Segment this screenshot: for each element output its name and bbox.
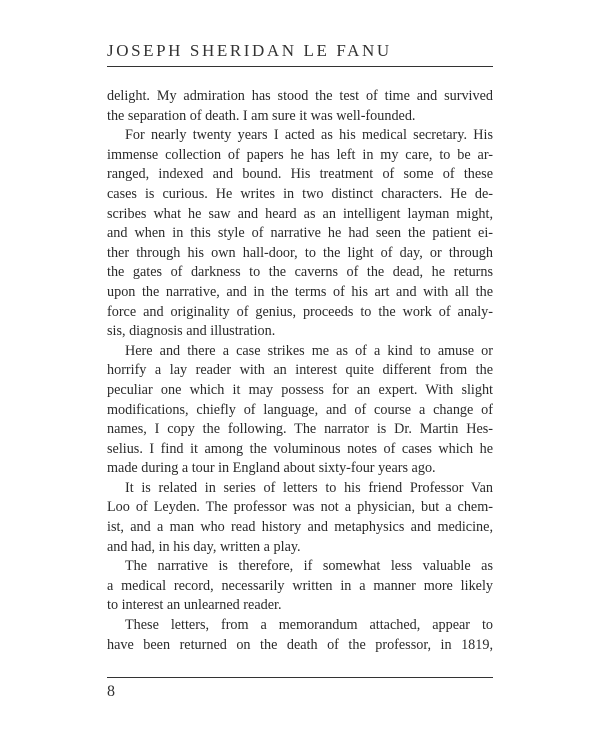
text-line: Loo of Leyden. The professor was not a physician, but a chem- [107, 499, 493, 516]
text-line: a medical record, necessarily written in a manner more likely [107, 577, 493, 594]
body-text [107, 87, 493, 655]
text-line: ist, and a man who read history and metaphysics and medicine, [107, 519, 493, 536]
text-line: peculiar one which it may possess for an expert. With slight [107, 381, 493, 398]
paragraph [107, 126, 493, 342]
text-line: modifications, chiefly of language, and of course a change of [107, 401, 493, 418]
text-line: horrify a lay reader with an interest quite different from the [107, 362, 493, 379]
paragraph [107, 616, 493, 655]
text-line: ther through his own hall-door, to the light of day, or through [107, 244, 493, 261]
text-line: ranged, indexed and bound. His treatment of some of these [107, 166, 493, 183]
paragraph [107, 342, 493, 479]
text-line: scribes what he saw and heard as an intelligent layman might, [107, 205, 493, 222]
text-line: upon the narrative, and in the terms of his art and with all the [107, 283, 493, 300]
text-line: names, I copy the following. The narrator is Dr. Martin Hes- [107, 421, 493, 438]
text-line: the separation of death. I am sure it was well-founded. [107, 107, 416, 124]
text-line: to interest an unlearned reader. [107, 597, 282, 614]
text-line: the gates of darkness to the caverns of the dead, he returns [107, 264, 493, 281]
text-line: The narrative is therefore, if somewhat less valuable as [125, 558, 493, 575]
text-line: force and originality of genius, proceeds to the work of analy- [107, 303, 493, 320]
paragraph [107, 87, 493, 126]
text-line: selius. I find it among the voluminous notes of cases which he [107, 440, 493, 457]
page-number: 8 [107, 683, 115, 700]
text-line: These letters, from a memorandum attached, appear to [125, 617, 493, 634]
text-line: and when in this style of narrative he had seen the patient ei- [107, 225, 493, 242]
header-rule [107, 66, 493, 67]
text-line: delight. My admiration has stood the test of time and survived [107, 88, 493, 104]
running-head-title: JOSEPH SHERIDAN LE FANU [107, 41, 392, 60]
text-line: immense collection of papers he has left in my care, to be ar- [107, 146, 493, 163]
text-line: and had, in his day, written a play. [107, 538, 301, 555]
text-line: made during a tour in England about sixty-four years ago. [107, 460, 436, 477]
text-line: have been returned on the death of the professor, in 1819, [107, 636, 493, 653]
text-line: Here and there a case strikes me as of a kind to amuse or [125, 342, 493, 359]
footer-rule [107, 677, 493, 678]
text-line: cases is curious. He writes in two distinct characters. He de- [107, 185, 493, 202]
text-line: sis, diagnosis and illustration. [107, 323, 276, 340]
text-line: It is related in series of letters to his friend Professor Van [125, 479, 493, 496]
paragraph [107, 479, 493, 557]
paragraph [107, 557, 493, 616]
text-line: For nearly twenty years I acted as his medical secretary. His [125, 127, 493, 144]
